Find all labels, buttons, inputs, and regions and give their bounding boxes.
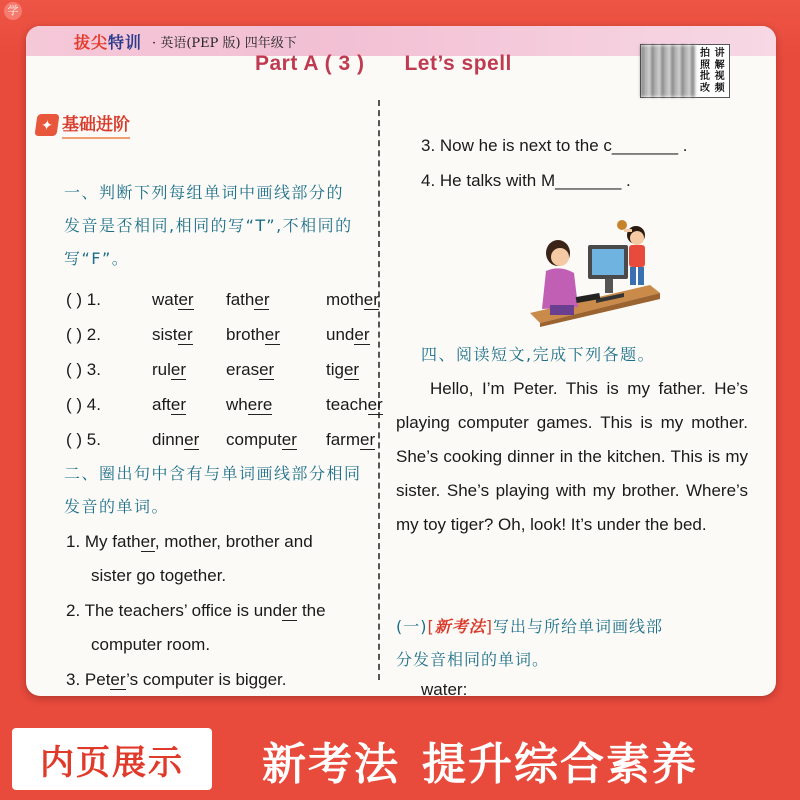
qr-code-panel[interactable] [640, 44, 730, 98]
list-item: ( ) 3. ruler eraser tiger [66, 360, 360, 379]
new-method-tag: 新考法 [434, 617, 486, 636]
corner-logo-icon: 学 [4, 2, 22, 20]
answer-blank[interactable]: ( ) 4. [66, 395, 101, 414]
sentence-2: 2. The teachers’ office is under the computer room. [66, 601, 326, 654]
sentence-3: 3. Peter’s computer is bigger. [66, 670, 287, 689]
answer-blank[interactable]: ( ) 1. [66, 290, 101, 309]
lesson-label: Let’s spell [404, 52, 512, 75]
part-label: Part A ( 3 ) [255, 52, 365, 75]
fill-blank-4[interactable]: 4. He talks with M_______ . [421, 171, 631, 190]
list-item: ( ) 1. water father mother [66, 290, 379, 309]
answer-blank[interactable]: ( ) 2. [66, 325, 101, 344]
runner-icon: ✦ [34, 114, 59, 136]
answer-blank[interactable]: ( ) 5. [66, 430, 101, 449]
question-1-prompt: 一、判断下列每组单词中画线部分的 发音是否相同,相同的写“T”,不相同的 写“F”。 [64, 183, 353, 268]
list-item: ( ) 2. sister brother under [66, 325, 370, 344]
sub-question-1: (一)[新考法]写出与所给单词画线部 分发音相同的单词。 [396, 617, 664, 669]
question-4-prompt: 四、阅读短文,完成下列各题。 [421, 345, 656, 364]
list-item: ( ) 4. after where teacher [66, 395, 383, 414]
slogan: 新考法 提升综合素养 [262, 739, 698, 790]
inner-page-badge: 内页展示 [12, 728, 212, 790]
qr-label: 拍 讲 照 解 批 视 改 频 [700, 48, 725, 94]
brand-logo: 拔尖特训 [74, 32, 143, 52]
sentence-1: 1. My father, mother, brother and sister go together. [66, 532, 313, 585]
book-title: · 英语(PEP 版) 四年级下 [152, 35, 297, 51]
question-2-prompt: 二、圈出句中含有与单词画线部分相同 发音的单词。 [64, 464, 362, 516]
page-title [255, 52, 512, 76]
mother-computer-illustration [520, 215, 660, 327]
reading-passage: Hello, I’m Peter. This is my father. He’s playing computer games. This is my mother. She’s cooking dinner in the kitchen. This is my sister. She’s playing with my brother. Where’s my toy tiger? Oh, look! It’s under the bed. [396, 379, 748, 534]
qr-code-icon[interactable] [641, 45, 696, 97]
answer-blank[interactable]: ( ) 3. [66, 360, 101, 379]
fill-blank-3[interactable]: 3. Now he is next to the c_______ . [421, 136, 688, 155]
section-heading: ✦ 基础进阶 [36, 110, 130, 139]
list-item: ( ) 5. dinner computer farmer [66, 430, 376, 449]
answer-field-water[interactable]: water: [421, 680, 468, 699]
